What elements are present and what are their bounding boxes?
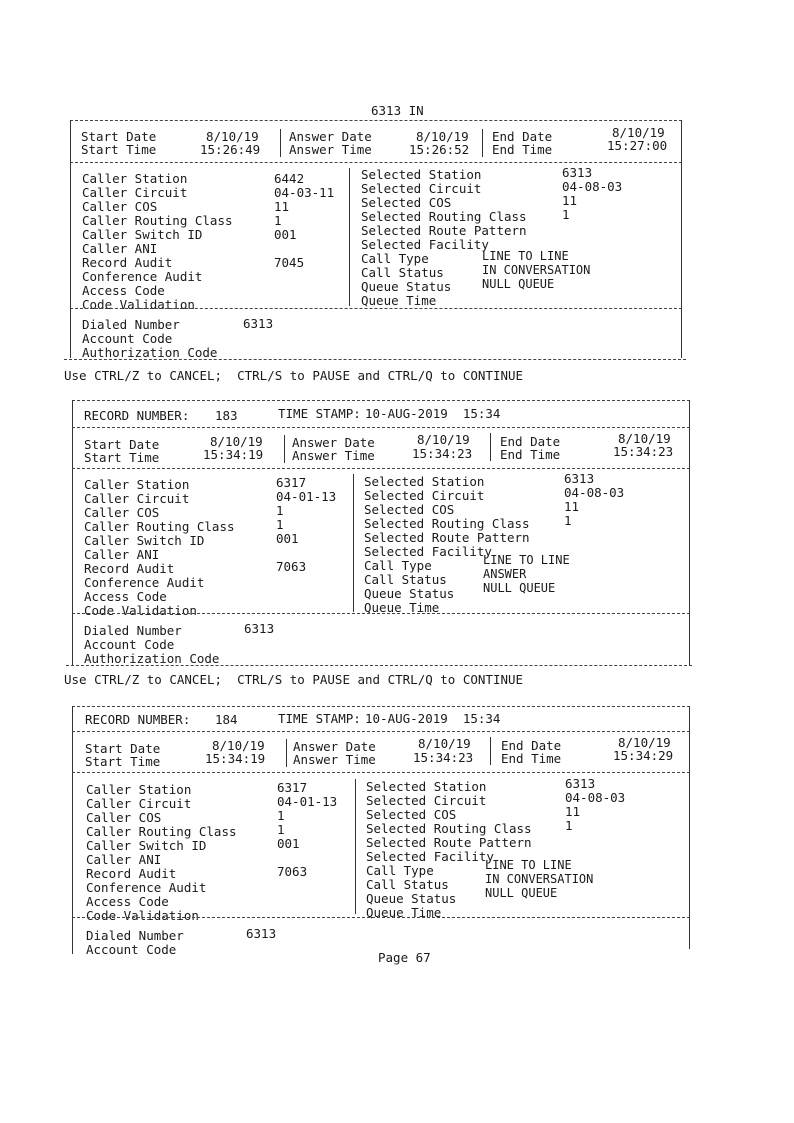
answer-date-label: Answer Date — [293, 739, 376, 754]
dialed-number-value: 6313 — [246, 926, 277, 941]
selected-routing-class-value: 1 — [564, 513, 572, 528]
caller-routing-class-value: 1 — [277, 822, 285, 837]
start-time-label: Start Time — [85, 754, 161, 769]
time-stamp-label: TIME STAMP: — [278, 711, 361, 726]
selected-route-pattern-label: Selected Route Pattern — [366, 835, 532, 850]
caller-circuit-value: 04-03-11 — [274, 185, 335, 200]
divider — [349, 168, 350, 306]
caller-cos-label: Caller COS — [82, 199, 158, 214]
record-audit-label: Record Audit — [84, 561, 175, 576]
account-code-label: Account Code — [86, 942, 177, 957]
dialed-number-label: Dialed Number — [84, 623, 182, 638]
page-heading: 6313 IN — [371, 103, 424, 118]
end-date-label: End Date — [500, 434, 561, 449]
answer-time-value: 15:26:52 — [409, 142, 470, 157]
continue-prompt: Use CTRL/Z to CANCEL; CTRL/S to PAUSE and CTRL/Q to CONTINUE — [64, 672, 524, 687]
call-status-value: IN CONVERSATION — [482, 263, 591, 277]
time-stamp-label: TIME STAMP: — [278, 406, 361, 421]
end-date-label: End Date — [492, 129, 553, 144]
divider — [72, 400, 73, 666]
caller-routing-class-label: Caller Routing Class — [84, 519, 235, 534]
selected-cos-label: Selected COS — [361, 195, 452, 210]
account-code-label: Account Code — [84, 637, 175, 652]
record-number-label: RECORD NUMBER: — [85, 712, 191, 727]
selected-station-label: Selected Station — [361, 167, 482, 182]
answer-date-label: Answer Date — [289, 129, 372, 144]
caller-routing-class-label: Caller Routing Class — [82, 213, 233, 228]
authorization-code-label: Authorization Code — [82, 345, 218, 360]
selected-facility-label: Selected Facility — [361, 237, 489, 252]
selected-cos-label: Selected COS — [364, 502, 455, 517]
selected-station-label: Selected Station — [364, 474, 485, 489]
code-validation-label: Code Validation — [86, 908, 199, 923]
conference-audit-label: Conference Audit — [86, 880, 207, 895]
queue-status-label: Queue Status — [361, 279, 452, 294]
selected-route-pattern-label: Selected Route Pattern — [361, 223, 527, 238]
answer-time-label: Answer Time — [289, 142, 372, 157]
selected-circuit-label: Selected Circuit — [364, 488, 485, 503]
call-type-value: LINE TO LINE — [482, 249, 569, 263]
caller-switch-id-label: Caller Switch ID — [86, 838, 207, 853]
caller-station-label: Caller Station — [86, 782, 192, 797]
divider — [72, 706, 690, 707]
call-status-label: Call Status — [364, 572, 447, 587]
divider — [355, 779, 356, 914]
call-status-label: Call Status — [361, 265, 444, 280]
selected-route-pattern-label: Selected Route Pattern — [364, 530, 530, 545]
divider — [66, 665, 692, 666]
record-audit-label: Record Audit — [82, 255, 173, 270]
record-audit-value: 7045 — [274, 255, 305, 270]
dialed-labels — [86, 929, 184, 957]
selected-circuit-value: 04-08-03 — [562, 179, 623, 194]
dialed-number-label: Dialed Number — [82, 317, 180, 332]
call-type-label: Call Type — [366, 863, 434, 878]
access-code-label: Access Code — [84, 589, 167, 604]
caller-values — [274, 172, 334, 270]
divider — [72, 772, 690, 773]
answer-date-value: 8/10/19 — [416, 129, 469, 144]
divider — [70, 120, 682, 121]
caller-ani-label: Caller ANI — [84, 547, 160, 562]
queue-status-value: NULL QUEUE — [483, 581, 556, 595]
divider — [284, 435, 285, 463]
caller-cos-value: 1 — [276, 503, 284, 518]
caller-switch-id-value: 001 — [277, 836, 300, 851]
start-date-label: Start Date — [85, 741, 161, 756]
caller-cos-value: 1 — [277, 808, 285, 823]
divider — [70, 308, 682, 309]
caller-cos-label: Caller COS — [84, 505, 160, 520]
selected-cos-value: 11 — [564, 499, 580, 514]
caller-routing-class-value: 1 — [274, 213, 282, 228]
queue-time-label: Queue Time — [361, 293, 437, 308]
selected-station-label: Selected Station — [366, 779, 487, 794]
answer-time-label: Answer Time — [292, 448, 375, 463]
selected-facility-label: Selected Facility — [364, 544, 492, 559]
selected-facility-label: Selected Facility — [366, 849, 494, 864]
selected-routing-class-label: Selected Routing Class — [366, 821, 532, 836]
start-date-value: 8/10/19 — [206, 129, 259, 144]
code-validation-label: Code Validation — [84, 603, 197, 618]
selected-routing-class-value: 1 — [565, 818, 573, 833]
start-date-label: Start Date — [81, 129, 157, 144]
queue-time-label: Queue Time — [366, 905, 442, 920]
divider — [353, 474, 354, 612]
start-time-value: 15:26:49 — [200, 142, 261, 157]
dialed-labels — [84, 624, 219, 666]
record-audit-value: 7063 — [277, 864, 308, 879]
start-date-value: 8/10/19 — [212, 738, 265, 753]
queue-time-label: Queue Time — [364, 600, 440, 615]
answer-time-value: 15:34:23 — [413, 750, 474, 765]
answer-date-value: 8/10/19 — [418, 736, 471, 751]
end-date-value: 8/10/19 — [618, 735, 671, 750]
divider — [490, 737, 491, 765]
selected-circuit-value: 04-08-03 — [565, 790, 626, 805]
selected-values-right — [564, 472, 624, 528]
account-code-label: Account Code — [82, 331, 173, 346]
caller-cos-label: Caller COS — [86, 810, 162, 825]
end-date-value: 8/10/19 — [612, 125, 665, 140]
record-number-value: 183 — [215, 408, 238, 423]
caller-ani-label: Caller ANI — [82, 241, 158, 256]
divider — [64, 359, 686, 360]
caller-routing-class-value: 1 — [276, 517, 284, 532]
selected-circuit-label: Selected Circuit — [366, 793, 487, 808]
selected-circuit-value: 04-08-03 — [564, 485, 625, 500]
caller-cos-value: 11 — [274, 199, 290, 214]
divider — [689, 400, 690, 666]
caller-circuit-label: Caller Circuit — [86, 796, 192, 811]
selected-station-value: 6313 — [565, 776, 596, 791]
authorization-code-label: Authorization Code — [84, 651, 220, 666]
selected-station-value: 6313 — [562, 165, 593, 180]
access-code-label: Access Code — [86, 894, 169, 909]
queue-status-value: NULL QUEUE — [485, 886, 558, 900]
record-number-value: 184 — [215, 712, 238, 727]
divider — [681, 120, 682, 358]
conference-audit-label: Conference Audit — [82, 269, 203, 284]
call-status-value: ANSWER — [483, 567, 527, 581]
divider — [70, 162, 682, 163]
end-time-value: 15:27:00 — [607, 138, 668, 153]
time-stamp-value: 10-AUG-2019 15:34 — [365, 406, 501, 421]
caller-values — [276, 476, 336, 574]
divider — [72, 917, 690, 918]
continue-prompt: Use CTRL/Z to CANCEL; CTRL/S to PAUSE and CTRL/Q to CONTINUE — [64, 368, 524, 383]
call-type-label: Call Type — [361, 251, 429, 266]
record-audit-label: Record Audit — [86, 866, 177, 881]
divider — [689, 706, 690, 949]
selected-values-right — [562, 166, 622, 222]
end-time-label: End Time — [501, 751, 562, 766]
caller-switch-id-label: Caller Switch ID — [84, 533, 205, 548]
time-stamp-value: 10-AUG-2019 15:34 — [365, 711, 501, 726]
caller-labels — [86, 783, 237, 923]
conference-audit-label: Conference Audit — [84, 575, 205, 590]
caller-values — [277, 781, 337, 879]
selected-cos-label: Selected COS — [366, 807, 457, 822]
caller-station-value: 6317 — [277, 780, 308, 795]
dialed-number-value: 6313 — [244, 621, 275, 636]
access-code-label: Access Code — [82, 283, 165, 298]
call-type-value: LINE TO LINE — [485, 858, 572, 872]
caller-station-value: 6317 — [276, 475, 307, 490]
divider — [490, 433, 491, 461]
divider — [70, 120, 71, 358]
selected-circuit-label: Selected Circuit — [361, 181, 482, 196]
caller-station-value: 6442 — [274, 171, 305, 186]
caller-circuit-label: Caller Circuit — [84, 491, 190, 506]
end-time-value: 15:34:29 — [613, 748, 674, 763]
call-values — [483, 553, 570, 595]
queue-status-value: NULL QUEUE — [482, 277, 555, 291]
caller-switch-id-value: 001 — [274, 227, 297, 242]
caller-labels — [84, 478, 235, 618]
selected-routing-class-value: 1 — [562, 207, 570, 222]
caller-station-label: Caller Station — [82, 171, 188, 186]
record-number-label: RECORD NUMBER: — [84, 408, 190, 423]
caller-ani-label: Caller ANI — [86, 852, 162, 867]
caller-circuit-label: Caller Circuit — [82, 185, 188, 200]
divider — [482, 129, 483, 157]
start-date-label: Start Date — [84, 437, 160, 452]
dialed-number-label: Dialed Number — [86, 928, 184, 943]
end-date-value: 8/10/19 — [618, 431, 671, 446]
answer-time-label: Answer Time — [293, 752, 376, 767]
divider — [286, 739, 287, 767]
record-audit-value: 7063 — [276, 559, 307, 574]
dialed-number-value: 6313 — [243, 316, 274, 331]
end-time-value: 15:34:23 — [613, 444, 674, 459]
selected-values-right — [565, 777, 625, 833]
selected-routing-class-label: Selected Routing Class — [364, 516, 530, 531]
page-footer: Page 67 — [378, 950, 431, 965]
caller-station-label: Caller Station — [84, 477, 190, 492]
answer-date-value: 8/10/19 — [417, 432, 470, 447]
call-values — [485, 858, 593, 900]
call-type-label: Call Type — [364, 558, 432, 573]
divider — [72, 613, 690, 614]
selected-routing-class-label: Selected Routing Class — [361, 209, 527, 224]
caller-switch-id-label: Caller Switch ID — [82, 227, 203, 242]
caller-circuit-value: 04-01-13 — [277, 794, 338, 809]
call-status-value: IN CONVERSATION — [485, 872, 594, 886]
start-date-value: 8/10/19 — [210, 434, 263, 449]
selected-cos-value: 11 — [565, 804, 581, 819]
end-date-label: End Date — [501, 738, 562, 753]
end-time-label: End Time — [492, 142, 553, 157]
selected-station-value: 6313 — [564, 471, 595, 486]
answer-date-label: Answer Date — [292, 435, 375, 450]
queue-status-label: Queue Status — [366, 891, 457, 906]
dialed-labels — [82, 318, 217, 360]
start-time-label: Start Time — [84, 450, 160, 465]
divider — [280, 129, 281, 157]
answer-time-value: 15:34:23 — [412, 446, 473, 461]
start-time-value: 15:34:19 — [203, 447, 264, 462]
divider — [72, 731, 690, 732]
divider — [72, 468, 690, 469]
call-status-label: Call Status — [366, 877, 449, 892]
call-type-value: LINE TO LINE — [483, 553, 570, 567]
caller-circuit-value: 04-01-13 — [276, 489, 337, 504]
caller-routing-class-label: Caller Routing Class — [86, 824, 237, 839]
divider — [72, 400, 690, 401]
start-time-value: 15:34:19 — [205, 751, 266, 766]
caller-switch-id-value: 001 — [276, 531, 299, 546]
caller-labels — [82, 172, 233, 312]
divider — [72, 427, 690, 428]
selected-cos-value: 11 — [562, 193, 578, 208]
queue-status-label: Queue Status — [364, 586, 455, 601]
start-time-label: Start Time — [81, 142, 157, 157]
end-time-label: End Time — [500, 447, 561, 462]
call-values — [482, 249, 590, 291]
code-validation-label: Code Validation — [82, 297, 195, 312]
